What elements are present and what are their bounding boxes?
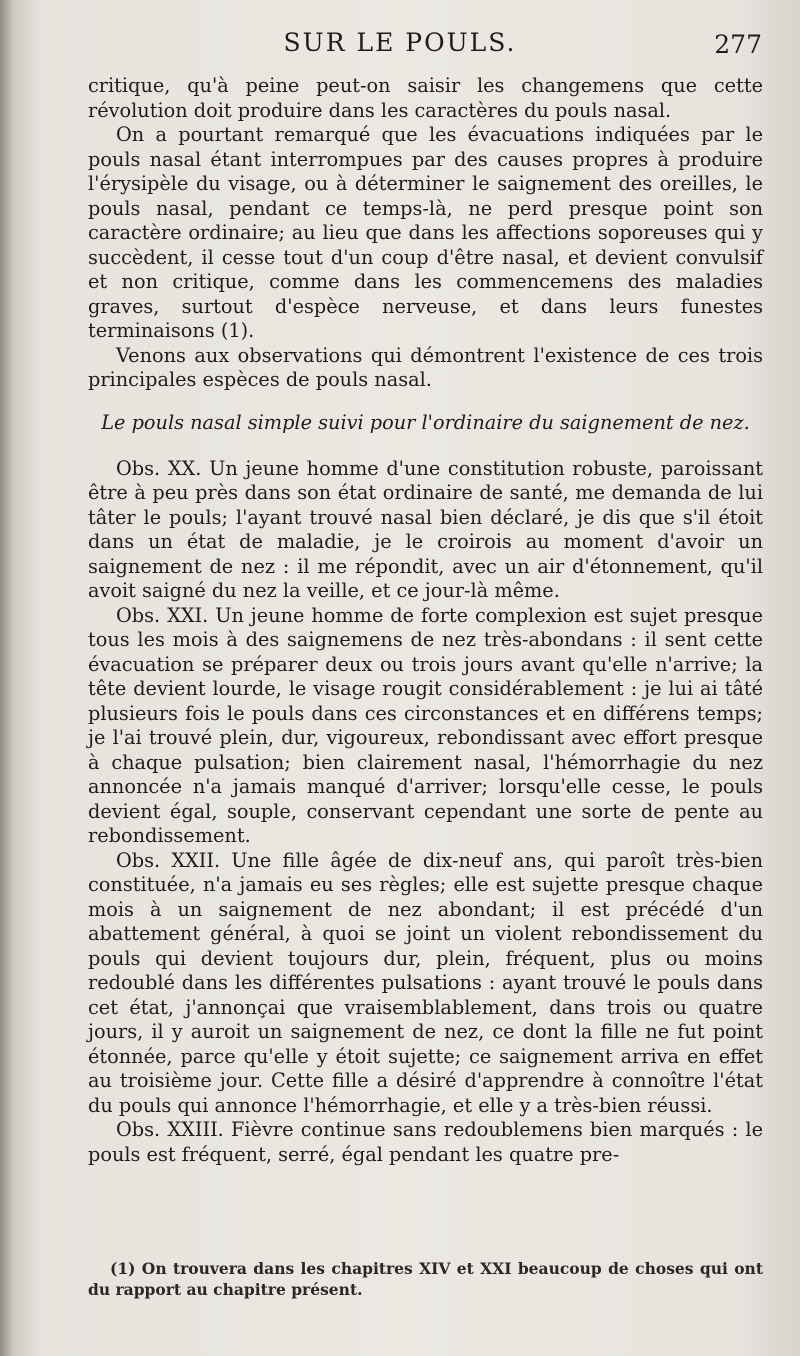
page-header [0,28,800,64]
footnote-1: (1) On trouvera dans les chapitres XIV et XXI beaucoup de choses qui ont du rapport au chapitre présent. [88,1259,763,1299]
observation-23: Obs. XXIII. Fièvre continue sans redoublemens bien marqués : le pouls est fréquent, serré, égal pendant les quatre pre- [88,1118,763,1166]
paragraph-observations-intro: Venons aux observations qui démontrent l'existence de ces trois principales espèces de pouls nasal. [88,343,763,391]
footnotes [88,1258,763,1300]
paragraph-continuation: critique, qu'à peine peut-on saisir les changemens que cette révolution doit produire dans les caractères du pouls nasal. [88,74,763,122]
page-gutter-shadow [0,0,14,1356]
observation-21: Obs. XXI. Un jeune homme de forte complexion est sujet presque tous les mois à des saignemens de nez très-abondans : il sent cette évacuation se préparer deux ou trois jours avant qu'elle n'arrive; la tête devient lourde, le visage rougit considérablement : je lui ai tâté plusieurs fois le pouls dans ces circonstances et en différens temps; je l'ai trouvé plein, dur, vigoureux, rebondissant avec effort presque à chaque pulsation; bien clairement nasal, l'hémorrhagie du nez annoncée n'a jamais manqué d'arriver; lorsqu'elle cesse, le pouls devient égal, souple, conservant cependant une sorte de pente au rebondissement. [88,603,763,847]
page-number: 277 [714,30,762,59]
section-heading: Le pouls nasal simple suivi pour l'ordinaire du saignement de nez. [101,410,750,434]
page-body [88,74,763,1167]
paragraph-evacuations: On a pourtant remarqué que les évacuations indiquées par le pouls nasal étant interrompues par des causes propres à produire l'érysipèle du visage, ou à déterminer le saignement des oreilles, le pouls nasal, pendant ce temps-là, ne perd presque point son caractère ordinaire; au lieu que dans les affections soporeuses qui y succèdent, il cesse tout d'un coup d'être nasal, et devient convulsif et non critique, comme dans les commencemens des maladies graves, surtout d'espèce nerveuse, et dans leurs funestes terminaisons (1). [88,123,763,342]
running-head: SUR LE POULS. [283,28,517,57]
observation-20: Obs. XX. Un jeune homme d'une constitution robuste, paroissant être à peu près dans son état ordinaire de santé, me demanda de lui tâter le pouls; l'ayant trouvé nasal bien déclaré, je dis que s'il étoit dans un état de maladie, je le croirois au moment d'avoir un saignement de nez : il me répondit, avec un air d'étonnement, qu'il avoit saigné du nez la veille, et ce jour-là même. [88,456,763,602]
observation-22: Obs. XXII. Une fille âgée de dix-neuf ans, qui paroît très-bien constituée, n'a jamais eu ses règles; elle est sujette presque chaque mois à un saignement de nez abondant; il est précédé d'un abattement général, à quoi se joint un violent rebondissement du pouls qui devient toujours dur, plein, fréquent, plus ou moins redoublé dans les différentes pulsations : ayant trouvé le pouls dans cet état, j'annonçai que vraisemblablement, dans trois ou quatre jours, il y auroit un saignement de nez, ce dont la fille ne fut point étonnée, parce qu'elle y étoit sujette; ce saignement arriva en effet au troisième jour. Cette fille a désiré d'apprendre à connoître l'état du pouls qui annonce l'hémorrhagie, et elle y a très-bien réussi. [88,848,763,1117]
